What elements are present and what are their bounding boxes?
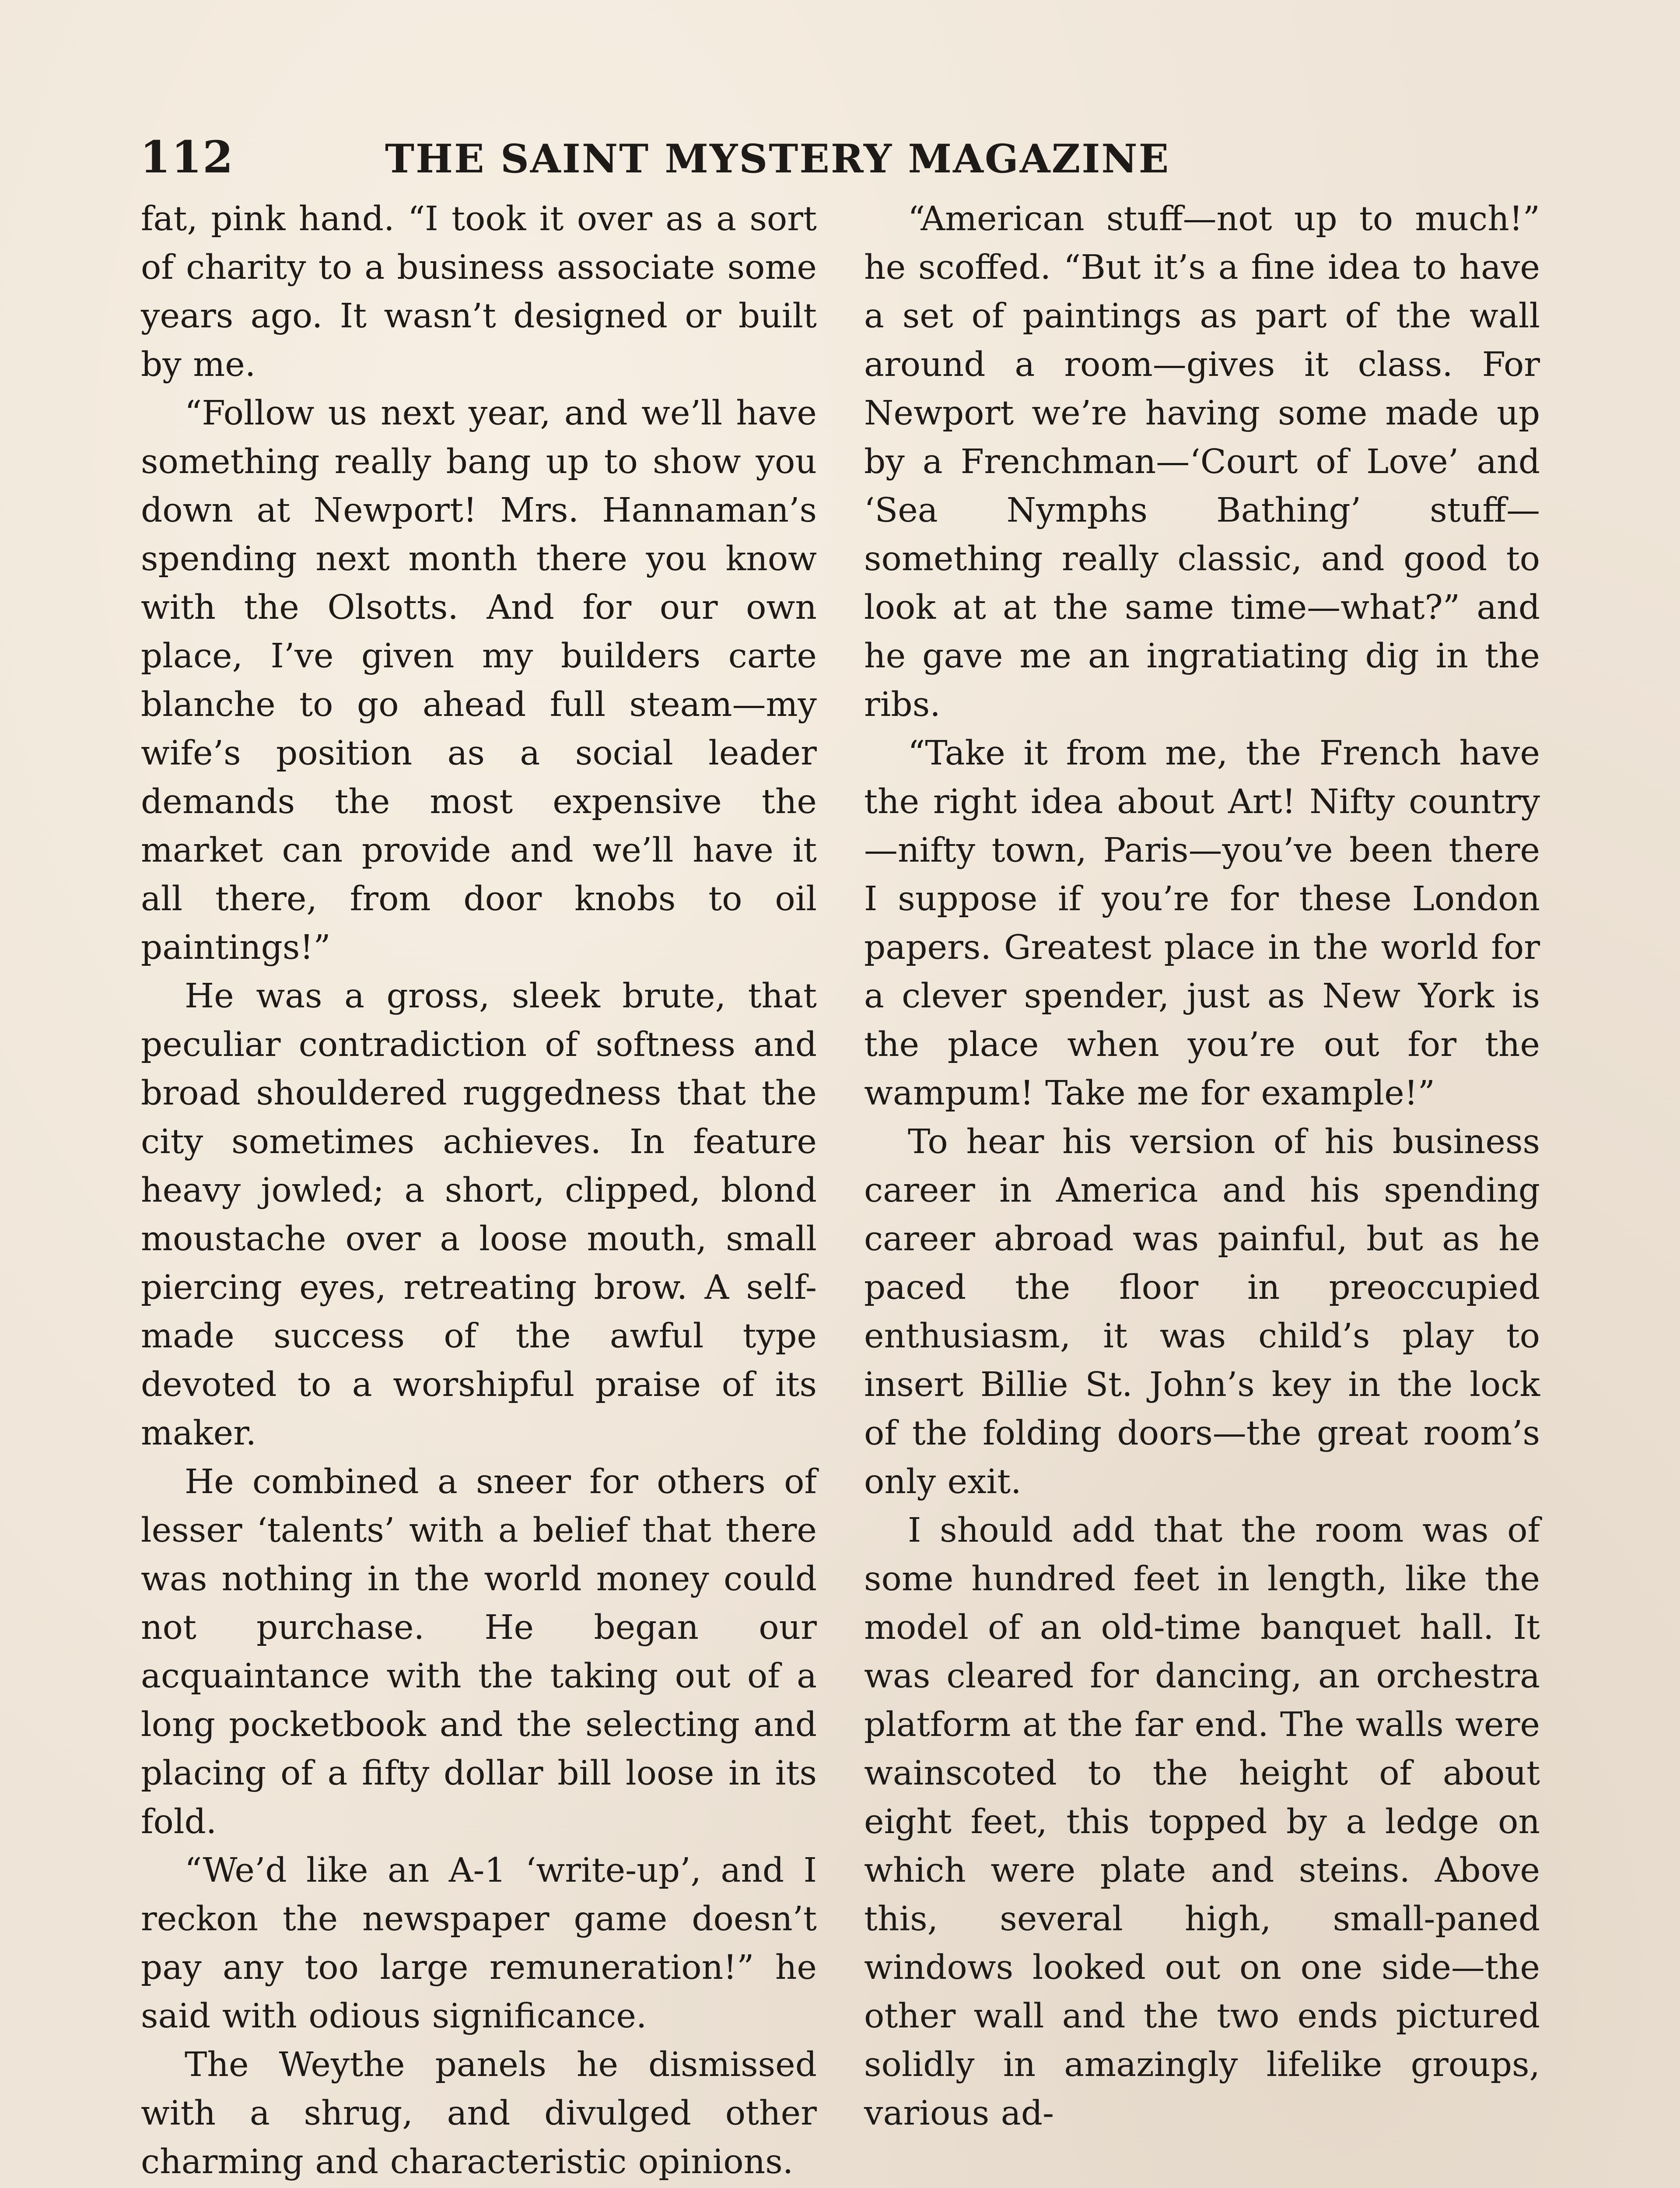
paragraph: “We’d like an A-1 ‘write-up’, and I reckon the newspaper game doesn’t pay any too large remuneration!” he said with odious significance. (141, 1851, 817, 2036)
paragraph: “Follow us next year, and we’ll have something really bang up to show you down at Newport! Mrs. Hannaman’s spending next month there you know with the Olsotts. And for our own place, I’ve given my builders carte blanche to go ahead full steam—my wife’s position as a social leader demands the most expensive the market can provide and we’ll have it all there, from door knobs to oil paintings!” (141, 394, 817, 967)
page-number: 112 (140, 131, 234, 183)
right-column (864, 195, 1540, 2138)
page-header (140, 131, 1234, 184)
paragraph: “American stuff—not up to much!” he scoffed. “But it’s a fine idea to have a set of paintings as part of the wall around a room—gives it class. For Newport we’re having some made up by a Frenchman—‘Court of Love’ and ‘Sea Nymphs Bathing’ stuff—something really classic, and good to look at at the same time—what?” and he gave me an ingratiating dig in the ribs. (864, 200, 1540, 724)
paragraph: “Take it from me, the French have the right idea about Art! Nifty country—nifty town, Paris—you’ve been there I suppose if you’re for these London papers. Greatest place in the world for a clever spender, just as New York is the place when you’re out for the wampum! Take me for example!” (864, 734, 1540, 1113)
paragraph: He was a gross, sleek brute, that peculiar contradiction of softness and broad shouldered ruggedness that the city sometimes achieves. In feature heavy jowled; a short, clipped, blond moustache over a loose mouth, small piercing eyes, retreating brow. A self-made success of the awful type devoted to a worshipful praise of its maker. (141, 977, 817, 1453)
running-head: THE SAINT MYSTERY MAGAZINE (385, 136, 1170, 182)
paragraph: He combined a sneer for others of lesser ‘talents’ with a belief that there was nothing in the world money could not purchase. He began our acquaintance with the taking out of a long pocketbook and the selecting and placing of a fifty dollar bill loose in its fold. (141, 1462, 817, 1841)
paragraph: fat, pink hand. “I took it over as a sort of charity to a business associate some years ago. It wasn’t designed or built by me. (141, 200, 817, 384)
paragraph: The Weythe panels he dismissed with a shrug, and divulged other charming and characteristic opinions. (141, 2045, 817, 2181)
left-column (141, 195, 817, 2186)
paragraph: I should add that the room was of some hundred feet in length, like the model of an old-time banquet hall. It was cleared for dancing, an orchestra platform at the far end. The walls were wainscoted to the height of about eight feet, this topped by a ledge on which were plate and steins. Above this, several high, small-paned windows looked out on one side—the other wall and the two ends pictured solidly in amazingly lifelike groups, various ad- (864, 1511, 1540, 2133)
paragraph: To hear his version of his business career in America and his spending career abroad was painful, but as he paced the floor in preoccupied enthusiasm, it was child’s play to insert Billie St. John’s key in the lock of the folding doors—the great room’s only exit. (864, 1122, 1540, 1501)
